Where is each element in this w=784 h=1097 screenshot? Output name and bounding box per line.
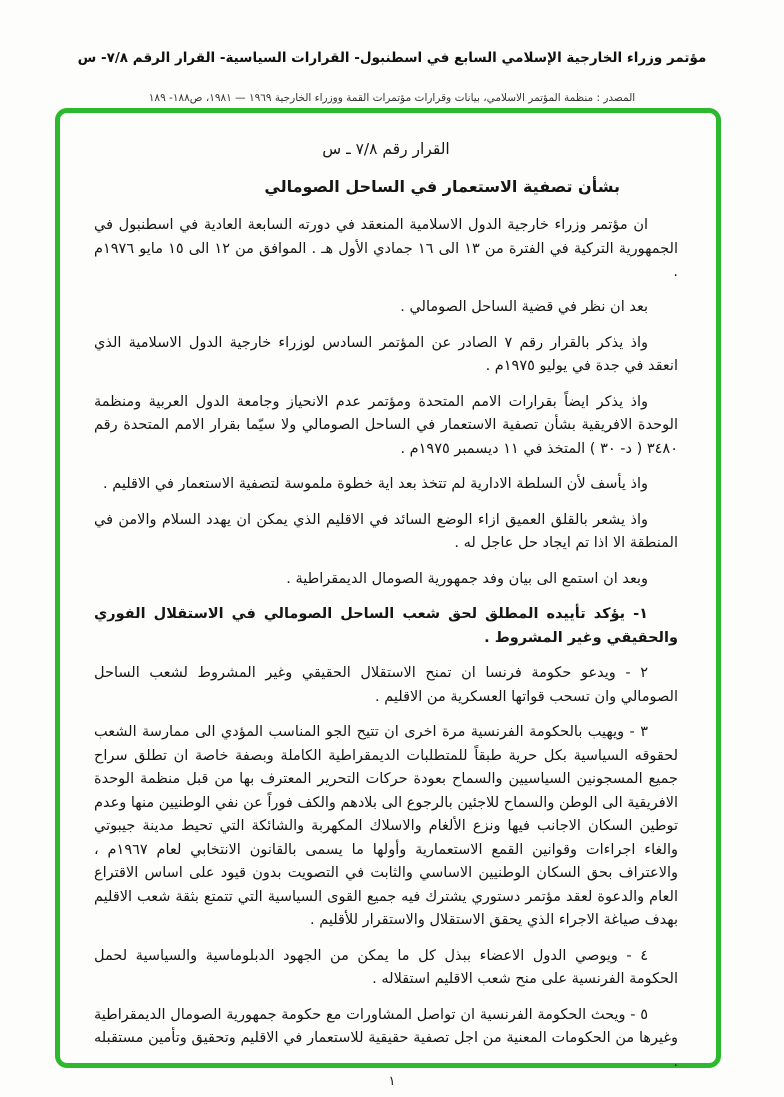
operative-item-3: ٣ - ويهيب بالحكومة الفرنسية مرة اخرى ان تتيح الجو المناسب المؤدي الى ممارسة الشعب لحقوقه السياسية بكل حرية طبقاً للمتطلبات الديمقراطية الكاملة وبصفة خاصة ان تطلق سراح جميع المسجونين السياسيين والسماح بعودة حركات التحرير المعترف بها من قبل منظمة الوحدة الافريقية الى الوطن والسماح للاجئين بالرجوع الى بلادهم والكف فوراً عن نفي الوطنيين منها وعدم توطين السكان الاجانب فيها ونزع الألغام والاسلاك المكهربة والشائكة التي تحيط مدينة جيبوتي والغاء اجراءات وقوانين القمع الاستعمارية وأولها ما يسمى بالقانون الانتخابي لعام ١٩٦٧م ، والاعتراف بحق السكان الوطنيين الاساسي والثابت في التصويت بدون قيود على اساس الاقتراع العام والدعوة لعقد مؤتمر دستوري يشترك فيه جميع القوى السياسية التي تتمتع بثقة شعب الاقليم بهدف صياغة الاجراء الذي يحقق الاستقلال والاستقرار للأقليم . <box>94 724 678 929</box>
paragraph-regretting: واذ يأسف لأن السلطة الادارية لم تتخذ بعد اية خطوة ملموسة لتصفية الاستعمار في الاقليم . <box>103 476 648 493</box>
operative-item-2: ٢ - ويدعو حكومة فرنسا ان تمنح الاستقلال الحقيقي وغير المشروط لشعب الساحل الصومالي وان تسحب قواتها العسكرية من الاقليم . <box>94 665 678 705</box>
operative-item-4: ٤ - ويوصي الدول الاعضاء ببذل كل ما يمكن من الجهود الدبلوماسية والسياسية لحمل الحكومة الفرنسية على منح شعب الاقليم استقلاله . <box>94 947 678 988</box>
paragraph-recalling-2: واذ يذكر ايضاً بقرارات الامم المتحدة ومؤتمر عدم الانحياز وجامعة الدول العربية ومنظمة الوحدة الافريقية بشأن تصفية الاستعمار في الساحل الصومالي ولا سيّما بقرار الامم المتحدة رقم ٣٤٨٠ ( د- ٣٠ ) المتخذ في ١١ ديسمبر ١٩٧٥م . <box>94 393 678 457</box>
resolution-subject-title: بشأن تصفية الاستعمار في الساحل الصومالي <box>264 177 620 197</box>
paragraph-considered: بعد ان نظر في قضية الساحل الصومالي . <box>400 299 648 316</box>
paragraph-preamble: ان مؤتمر وزراء خارجية الدول الاسلامية المنعقد في دورته السابعة العادية في اسطنبول في الجمهورية التركية في الفترة من ١٣ الى ١٦ جمادي الأول هـ . الموافق من ١٢ الى ١٥ مايو ١٩٧٦م . <box>94 217 678 280</box>
paragraph-concerned: واذ يشعر بالقلق العميق ازاء الوضع السائد في الاقليم الذي يمكن ان يهدد السلام والامن في المنطقة الا اذا تم ايجاد حل عاجل له . <box>94 511 678 552</box>
operative-item-1: ١- يؤكد تأييده المطلق لحق شعب الساحل الصومالي في الاستقلال الفوري والحقيقي وغير المشروط . <box>94 606 678 646</box>
resolution-number-title: القرار رقم ٧/٨ ـ س <box>322 140 450 158</box>
paragraph-recalling-1: واذ يذكر بالقرار رقم ٧ الصادر عن المؤتمر السادس لوزراء خارجية الدول الاسلامية الذي انعقد في جدة في يوليو ١٩٧٥م . <box>94 334 678 375</box>
document-border <box>55 108 721 1068</box>
page-number: ١ <box>388 1074 396 1089</box>
document-header-title: مؤتمر وزراء الخارجية الإسلامي السابع في اسطنبول- القرارات السياسية- القرار الرقم ٧/٨- س <box>77 50 707 66</box>
paragraph-having-heard: وبعد ان استمع الى بيان وفد جمهورية الصومال الديمقراطية . <box>286 570 648 587</box>
document-body <box>60 113 716 1070</box>
operative-item-5: ٥ - ويحث الحكومة الفرنسية ان تواصل المشاورات مع حكومة جمهورية الصومال الديمقراطية وغيرها من الحكومات المعنية من اجل تصفية حقيقية للاستعمار في الاقليم وتحقيق وتأمين مستقبله . <box>94 1006 678 1070</box>
document-source-line: المصدر : منظمة المؤتمر الاسلامي، بيانات وقرارات مؤتمرات القمة ووزراء الخارجية ١٩٦٩ — ١٩٨١، ص١٨٨- ١٨٩ <box>148 92 636 104</box>
